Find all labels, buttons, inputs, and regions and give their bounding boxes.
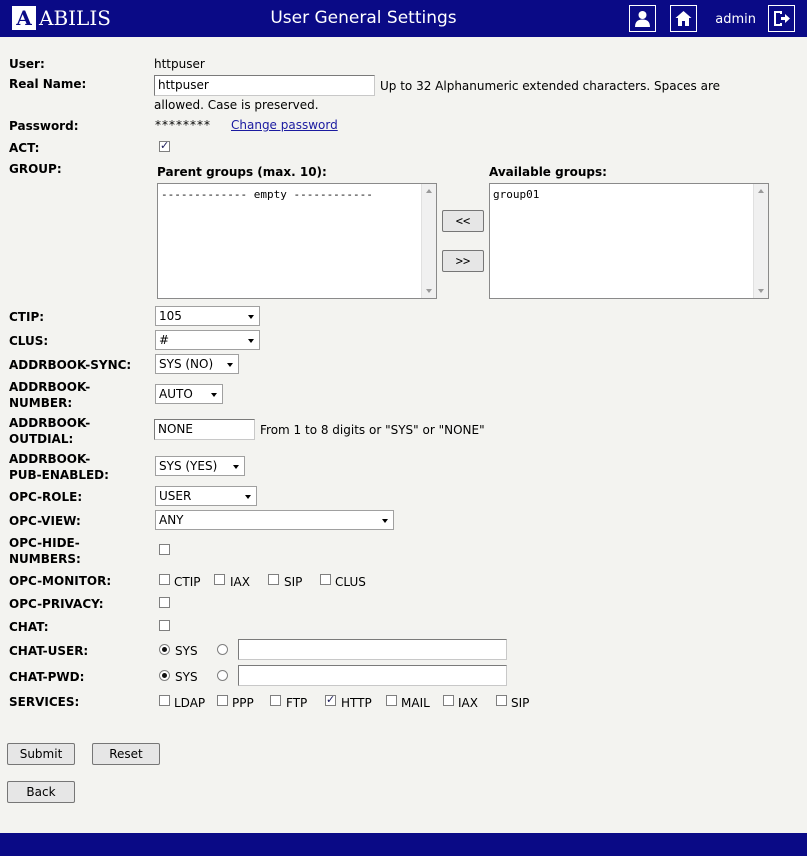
chat-pwd-label: CHAT-PWD:	[9, 670, 85, 684]
available-groups-title: Available groups:	[489, 165, 607, 179]
service-ldap-checkbox[interactable]	[159, 695, 170, 706]
addrbook-outdial-hint: From 1 to 8 digits or "SYS" or "NONE"	[260, 423, 485, 437]
user-profile-button[interactable]	[629, 5, 656, 32]
clus-value: #	[159, 333, 170, 347]
opc-monitor-sip-checkbox[interactable]	[268, 574, 279, 585]
opc-view-select[interactable]	[155, 510, 394, 530]
opc-hide-checkbox[interactable]	[159, 544, 170, 555]
chat-user-custom-radio[interactable]	[217, 644, 228, 655]
addrbook-pub-select[interactable]	[155, 456, 245, 476]
home-button[interactable]	[670, 5, 697, 32]
parent-groups-list[interactable]	[157, 183, 437, 299]
chat-label: CHAT:	[9, 620, 49, 634]
user-value: httpuser	[154, 57, 205, 71]
page-title: User General Settings	[270, 8, 457, 28]
user-profile-icon	[633, 9, 652, 28]
real-name-hint-line2: allowed. Case is preserved.	[154, 98, 319, 112]
chat-user-label: CHAT-USER:	[9, 644, 89, 658]
ctip-label: CTIP:	[9, 310, 45, 324]
addrbook-number-select[interactable]	[155, 384, 223, 404]
opc-privacy-checkbox[interactable]	[159, 597, 170, 608]
opc-view-value: ANY	[159, 513, 184, 527]
service-mail-checkbox[interactable]	[386, 695, 397, 706]
service-iax-label: IAX	[458, 696, 478, 710]
chat-checkbox[interactable]	[159, 620, 170, 631]
service-ppp-label: PPP	[232, 696, 254, 710]
chat-user-sys-radio[interactable]	[159, 644, 170, 655]
opc-monitor-label: OPC-MONITOR:	[9, 574, 112, 588]
chevron-down-icon	[248, 339, 254, 343]
addrbook-pub-label-2: PUB-ENABLED:	[9, 468, 109, 482]
service-sip-checkbox[interactable]	[496, 695, 507, 706]
back-button[interactable]: Back	[7, 781, 75, 803]
submit-button[interactable]: Submit	[7, 743, 75, 765]
remove-group-button[interactable]: >>	[442, 250, 484, 272]
service-ppp-checkbox[interactable]	[217, 695, 228, 706]
change-password-link[interactable]: Change password	[231, 118, 338, 132]
parent-group-item[interactable]: ------------- empty ------------	[161, 188, 373, 201]
clus-label: CLUS:	[9, 334, 49, 348]
opc-monitor-clus-label: CLUS	[335, 575, 366, 589]
available-groups-list[interactable]	[489, 183, 769, 299]
service-mail-label: MAIL	[401, 696, 430, 710]
opc-monitor-ctip-checkbox[interactable]	[159, 574, 170, 585]
service-ldap-label: LDAP	[174, 696, 206, 710]
opc-hide-label-2: NUMBERS:	[9, 552, 81, 566]
opc-role-value: USER	[159, 489, 192, 503]
parent-groups-title: Parent groups (max. 10):	[157, 165, 327, 179]
service-http-label: HTTP	[341, 696, 372, 710]
logo-letter: A	[12, 6, 36, 30]
add-group-button[interactable]: <<	[442, 210, 484, 232]
chevron-down-icon	[227, 363, 233, 367]
group-label: GROUP:	[9, 162, 62, 176]
ctip-select[interactable]	[155, 306, 260, 326]
chat-pwd-custom-radio[interactable]	[217, 670, 228, 681]
opc-view-label: OPC-VIEW:	[9, 514, 81, 528]
real-name-label: Real Name:	[9, 77, 87, 91]
reset-button[interactable]: Reset	[92, 743, 160, 765]
chat-pwd-input[interactable]	[238, 665, 507, 686]
addrbook-number-label-2: NUMBER:	[9, 396, 73, 410]
act-checkbox[interactable]	[159, 141, 170, 152]
addrbook-number-label-1: ADDRBOOK-	[9, 380, 91, 394]
password-masked: ********	[155, 118, 211, 132]
logout-button[interactable]	[768, 5, 795, 32]
opc-monitor-sip-label: SIP	[284, 575, 303, 589]
addrbook-outdial-input[interactable]: NONE	[154, 419, 255, 440]
chevron-down-icon	[233, 465, 239, 469]
real-name-input[interactable]: httpuser	[154, 75, 375, 96]
opc-hide-label-1: OPC-HIDE-	[9, 536, 80, 550]
opc-privacy-label: OPC-PRIVACY:	[9, 597, 104, 611]
logo-text: ABILIS	[39, 6, 111, 30]
footer-bar	[0, 833, 807, 856]
act-label: ACT:	[9, 141, 40, 155]
ctip-value: 105	[159, 309, 182, 323]
chevron-down-icon	[248, 315, 254, 319]
service-ftp-checkbox[interactable]	[270, 695, 281, 706]
available-group-item[interactable]: group01	[493, 188, 540, 201]
logout-icon	[772, 9, 791, 28]
chat-user-input[interactable]	[238, 639, 507, 660]
user-label: User:	[9, 57, 45, 71]
password-label: Password:	[9, 119, 79, 133]
opc-monitor-clus-checkbox[interactable]	[320, 574, 331, 585]
current-user: admin	[715, 12, 756, 27]
chat-user-sys-label: SYS	[175, 644, 198, 658]
addrbook-sync-label: ADDRBOOK-SYNC:	[9, 358, 132, 372]
chevron-down-icon	[211, 393, 217, 397]
addrbook-sync-value: SYS (NO)	[159, 357, 214, 371]
chat-pwd-sys-label: SYS	[175, 670, 198, 684]
addrbook-pub-label-1: ADDRBOOK-	[9, 452, 91, 466]
service-http-checkbox[interactable]	[325, 695, 336, 706]
clus-select[interactable]	[155, 330, 260, 350]
addrbook-number-value: AUTO	[159, 387, 193, 401]
real-name-hint-line1: Up to 32 Alphanumeric extended characters. Spaces are	[380, 79, 721, 93]
chevron-down-icon	[245, 495, 251, 499]
opc-monitor-ctip-label: CTIP	[174, 575, 201, 589]
addrbook-pub-value: SYS (YES)	[159, 459, 218, 473]
services-label: SERVICES:	[9, 695, 80, 709]
addrbook-outdial-label-1: ADDRBOOK-	[9, 416, 91, 430]
addrbook-outdial-label-2: OUTDIAL:	[9, 432, 74, 446]
chat-pwd-sys-radio[interactable]	[159, 670, 170, 681]
service-ftp-label: FTP	[286, 696, 308, 710]
addrbook-sync-select[interactable]	[155, 354, 239, 374]
home-icon	[674, 9, 693, 28]
service-sip-label: SIP	[511, 696, 530, 710]
parent-groups-scrollbar[interactable]	[421, 184, 436, 298]
chevron-down-icon	[382, 519, 388, 523]
header-bar	[0, 0, 807, 37]
service-iax-checkbox[interactable]	[443, 695, 454, 706]
opc-monitor-iax-checkbox[interactable]	[214, 574, 225, 585]
opc-monitor-iax-label: IAX	[230, 575, 250, 589]
available-groups-scrollbar[interactable]	[753, 184, 768, 298]
opc-role-select[interactable]	[155, 486, 257, 506]
opc-role-label: OPC-ROLE:	[9, 490, 83, 504]
